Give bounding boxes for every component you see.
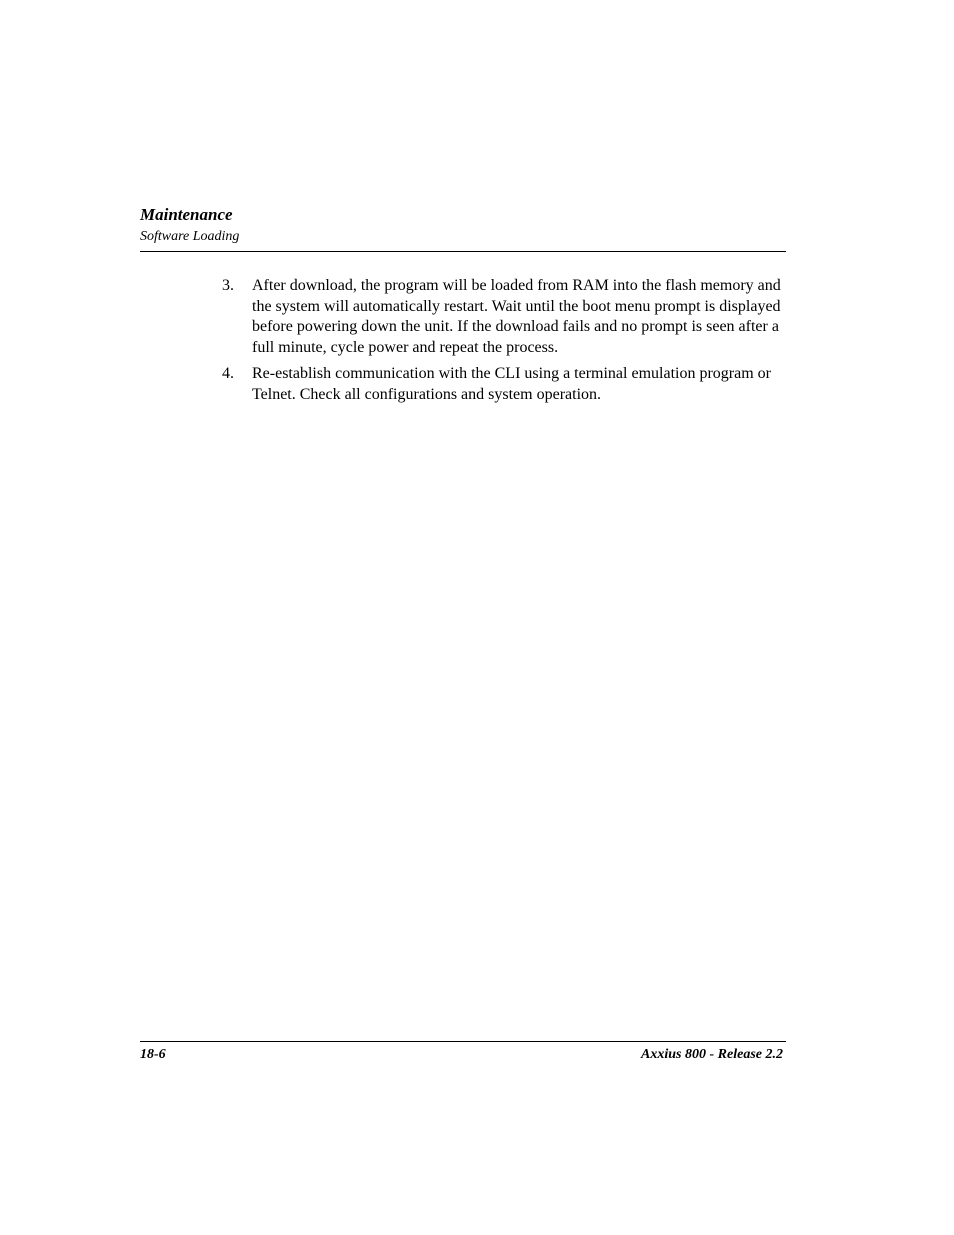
product-release: Axxius 800 - Release 2.2 — [641, 1047, 783, 1062]
list-item — [222, 364, 788, 405]
list-item — [222, 276, 788, 359]
chapter-title: Maintenance — [140, 205, 233, 224]
running-header — [140, 205, 786, 246]
step-number: 4. — [222, 364, 234, 382]
step-text: After download, the program will be loaded from RAM into the flash memory and the system will automatically restart. Wait until the boot menu prompt is displayed before powering down the unit. If the download fails and no prompt is seen after a full minute, cycle power and repeat the process. — [252, 277, 781, 357]
header-divider — [140, 251, 786, 252]
step-text: Re-establish communication with the CLI using a terminal emulation program or Telnet. Check all configurations and system operation. — [252, 364, 771, 403]
section-title: Software Loading — [140, 229, 240, 244]
step-number: 3. — [222, 277, 234, 294]
footer-divider — [140, 1041, 786, 1042]
page-number: 18-6 — [140, 1047, 166, 1062]
running-footer — [140, 1046, 783, 1064]
procedure-steps — [222, 276, 788, 410]
